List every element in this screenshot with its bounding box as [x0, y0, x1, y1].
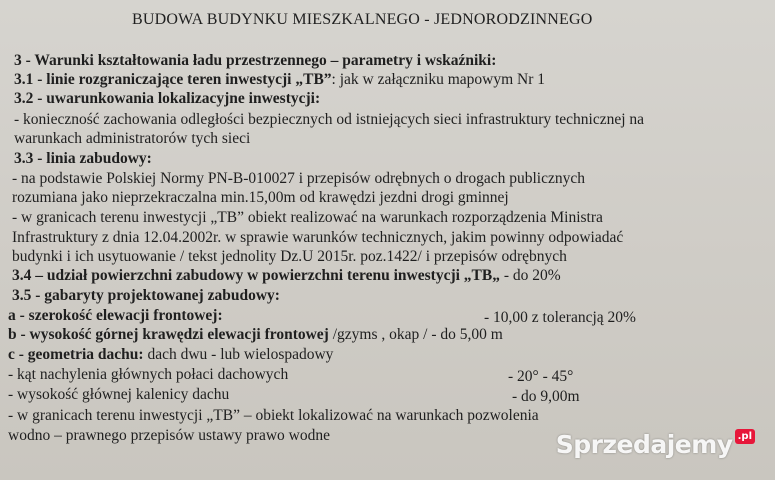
section-3-3-text-5: budynki i ich usytuowanie / tekst jednolity Dz.U 2015r. poz.1422/ i przepisów odrębnych [12, 248, 567, 265]
section-3-1 [14, 71, 545, 89]
section-3-3-text-4: Infrastruktury z dnia 12.04.2002r. w sprawie warunków technicznych, jakim powinny odpowiadać [12, 229, 624, 246]
item-c-label: c - geometria dachu: [8, 346, 144, 363]
watermark-badge: .pl [735, 429, 755, 444]
item-a-label: a - szerokość elewacji frontowej: [8, 307, 223, 324]
item-b [8, 326, 503, 344]
section-3-4-value: - do 20% [499, 267, 561, 284]
item-b-label: b - wysokość górnej krawędzi elewacji frontowej [8, 326, 329, 343]
water-permit-text-1: - w granicach terenu inwestycji „TB” – obiekt lokalizować na warunkach pozwolenia [8, 407, 539, 424]
section-3-heading: 3 - Warunki kształtowania ładu przestrzennego – parametry i wskaźniki: [14, 52, 497, 69]
roof-angle-value: - 20° - 45° [508, 368, 574, 385]
item-c-value: dach dwu - lub wielospadowy [143, 346, 334, 363]
water-permit-text-2: wodno – prawnego przepisów ustawy prawo wodne [8, 427, 330, 444]
section-3-3-text-1: - na podstawie Polskiej Normy PN-B-010027 i przepisów odrębnych o drogach publicznych [12, 170, 585, 187]
document-title: BUDOWA BUDYNKU MIESZKALNEGO - JEDNORODZINNEGO [132, 11, 593, 28]
roof-angle-label: - kąt nachylenia głównych połaci dachowych [8, 366, 289, 383]
section-3-3-text-2: rozumiana jako nieprzekraczalna min.15,00m od krawędzi jezdni drogi gminnej [12, 189, 509, 206]
item-b-value: /gzyms , okap / - do 5,00 m [328, 326, 503, 343]
section-3-3-text-3: - w granicach terenu inwestycji „TB” obiekt realizować na warunkach rozporządzenia Ministra [12, 209, 603, 226]
ridge-height-value: - do 9,00m [512, 388, 580, 405]
item-a-value: - 10,00 z tolerancją 20% [484, 309, 636, 326]
watermark-text: Sprzedajemy [555, 429, 733, 459]
section-3-2-text-1: - konieczność zachowania odległości bezpiecznych od istniejących sieci infrastruktury technicznej na [14, 111, 645, 128]
section-3-4 [12, 267, 561, 285]
ridge-height-label: - wysokość głównej kalenicy dachu [8, 386, 230, 403]
section-3-3-heading: 3.3 - linia zabudowy: [14, 150, 152, 167]
section-3-5-heading: 3.5 - gabaryty projektowanej zabudowy: [12, 287, 280, 304]
watermark-logo [556, 426, 755, 462]
section-3-1-heading: 3.1 - linie rozgraniczające teren inwestycji „TB” [14, 71, 332, 88]
item-c [8, 346, 333, 364]
section-3-4-heading: 3.4 – udział powierzchni zabudowy w powierzchni terenu inwestycji „TB„ [12, 267, 500, 284]
section-3-2-text-2: warunkach administratorów tych sieci [14, 130, 251, 147]
section-3-2-heading: 3.2 - uwarunkowania lokalizacyjne inwestycji: [14, 90, 321, 107]
section-3-1-text: : jak w załączniku mapowym Nr 1 [331, 71, 546, 88]
